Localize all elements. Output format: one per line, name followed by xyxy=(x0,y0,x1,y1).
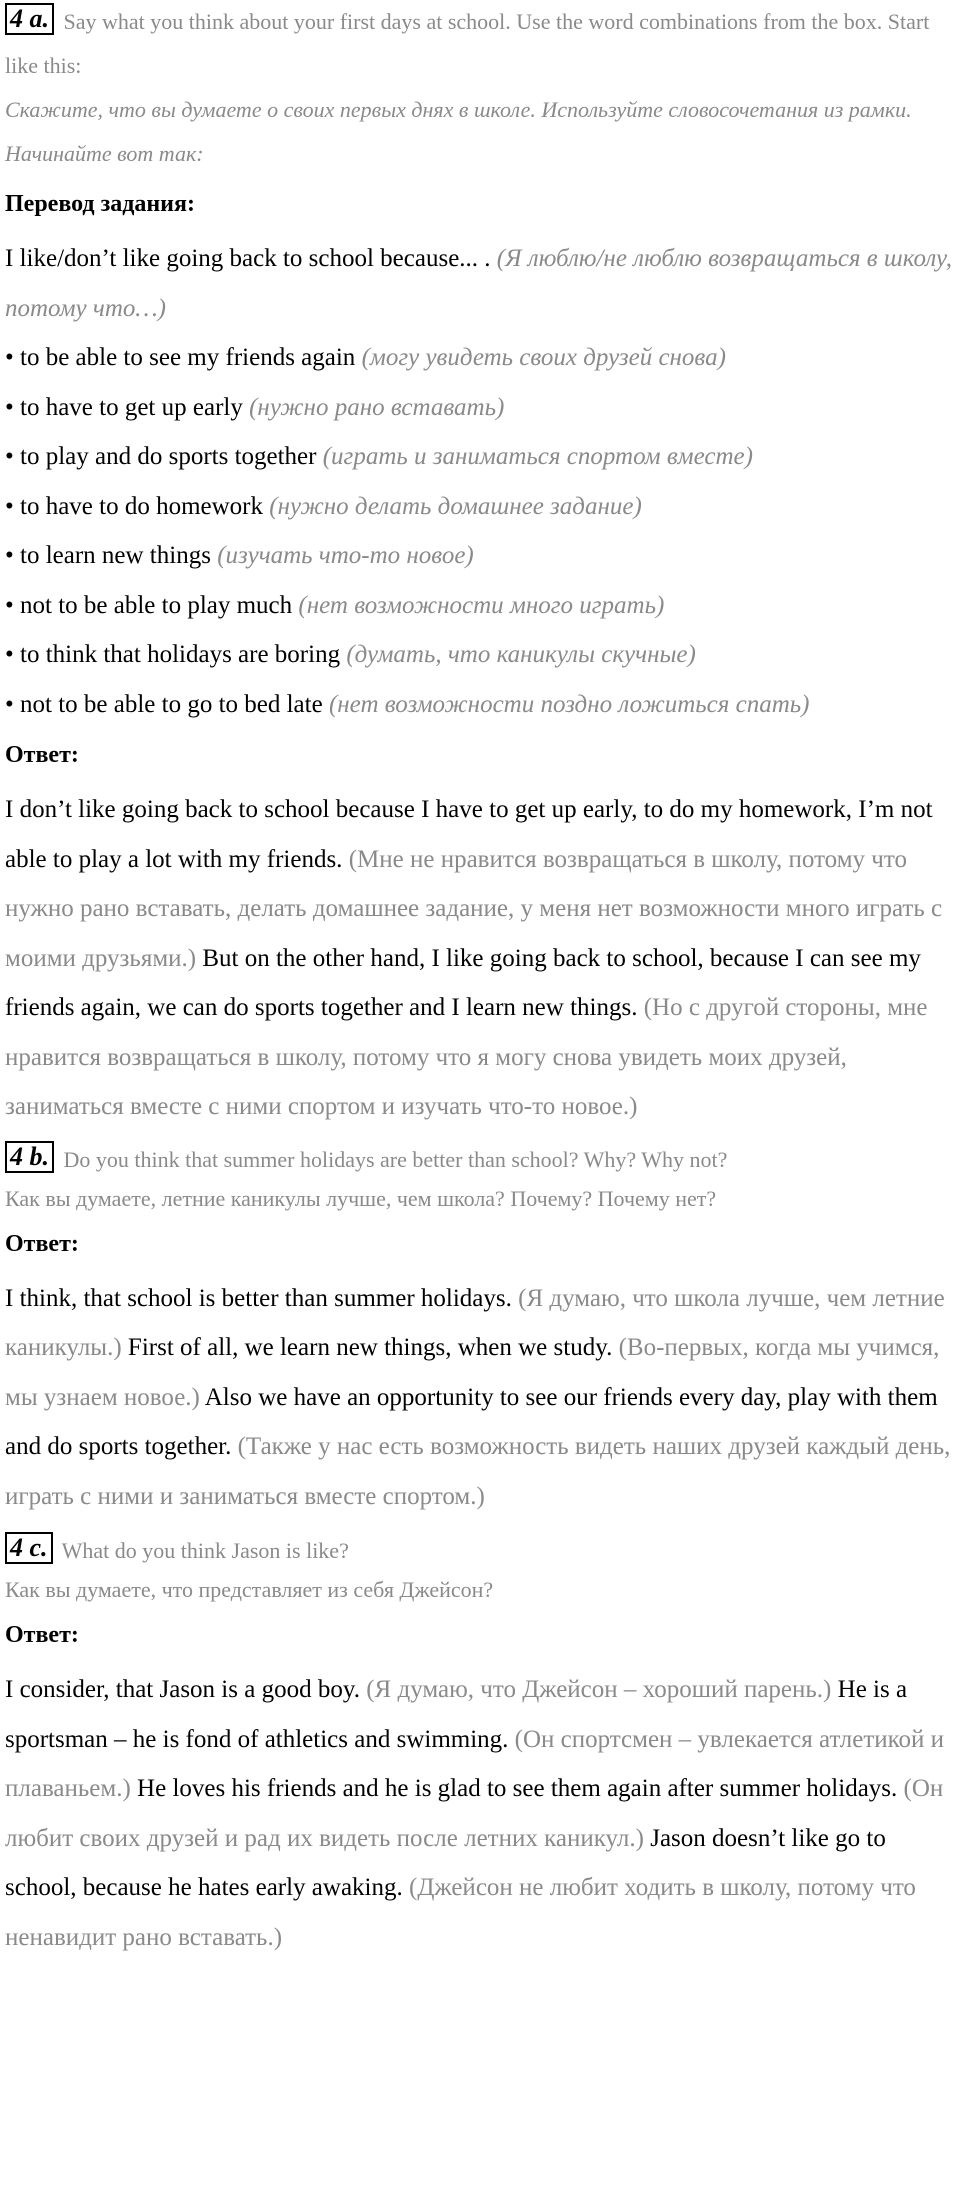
task-4a-answer xyxy=(5,785,955,1132)
task-4b-badge: 4 b. xyxy=(5,1141,54,1173)
list-item xyxy=(5,630,955,680)
answer-ru: (Но с другой стороны, мне нравится возвращаться в школу, потому что я могу снова увидеть моих друзей, заниматься вместе с ними спортом и изучать что-то новое.) xyxy=(5,994,928,1120)
task-4b-instruction-en: Do you think that summer holidays are better than school? Why? Why not? xyxy=(63,1146,728,1172)
answer-en: I think, that school is better than summer holidays. xyxy=(5,1284,512,1312)
task-4c-badge: 4 c. xyxy=(5,1532,53,1564)
answer-en: I don’t like going back to school because I have to get up early, to do my homework, I’m not able to play a lot with my friends. xyxy=(5,796,933,873)
task-4a-instruction-en: Say what you think about your first days at school. Use the word combinations from the box. Start like this: xyxy=(5,9,930,78)
answer-en: He is a sportsman – he is fond of athletics and swimming. xyxy=(5,1676,908,1753)
task-4a-start-phrase xyxy=(5,234,955,333)
task-4b xyxy=(5,1136,955,1522)
task-4a-badge: 4 a. xyxy=(5,3,54,35)
task-4c xyxy=(5,1527,955,1962)
answer-ru: (Во-первых, когда мы учимся, мы узнаем новое.) xyxy=(5,1334,940,1411)
task-4c-instruction-ru: Как вы думаете, что представляет из себя Джейсон? xyxy=(5,1577,494,1602)
bullet-en: • to play and do sports together xyxy=(5,443,317,470)
answer-ru: (Он любит своих друзей и рад их видеть после летних каникул.) xyxy=(5,1775,944,1852)
bullet-ru: (нет возможности поздно ложиться спать) xyxy=(328,690,810,718)
answer-ru: (Я думаю, что Джейсон – хороший парень.) xyxy=(366,1676,832,1703)
answer-ru: (Я думаю, что школа лучше, чем летние каникулы.) xyxy=(5,1284,945,1361)
bullet-ru: (могу увидеть своих друзей снова) xyxy=(361,344,726,371)
answer-ru: (Джейсон не любит ходить в школу, потому что ненавидит рано вставать.) xyxy=(5,1874,916,1951)
answer-ru: (Также у нас есть возможность видеть наших друзей каждый день, играть с ними и заниматься вместе спортом.) xyxy=(5,1433,951,1510)
task-4b-instruction xyxy=(5,1136,955,1184)
bullet-ru: (играть и заниматься спортом вместе) xyxy=(322,443,753,470)
task-4a-start-en: I like/don’t like going back to school because... . xyxy=(5,245,491,272)
bullet-ru: (изучать что-то новое) xyxy=(217,542,474,569)
bullet-en: • to think that holidays are boring xyxy=(5,641,341,668)
bullet-en: • not to be able to go to bed late xyxy=(5,690,323,718)
task-4a-instruction-ru: Скажите, что вы думаете о своих первых днях в школе. Используйте словосочетания из рамки. Начинайте вот так: xyxy=(5,97,912,166)
bullet-en: • to have to get up early xyxy=(5,393,243,421)
task-4a xyxy=(5,0,955,1132)
task-4c-answer-label: Ответ: xyxy=(5,1622,79,1648)
task-4a-bullet-list xyxy=(5,333,955,729)
task-4c-instruction-en: What do you think Jason is like? xyxy=(61,1538,349,1563)
bullet-ru: (нет возможности много играть) xyxy=(298,591,665,619)
homework-page xyxy=(5,0,955,1962)
bullet-ru: (нужно делать домашнее задание) xyxy=(269,492,642,520)
answer-en: Also we have an opportunity to see our friends every day, play with them and do sports together. xyxy=(5,1383,938,1460)
list-item xyxy=(5,383,955,433)
answer-en: He loves his friends and he is glad to see them again after summer holidays. xyxy=(137,1775,898,1802)
bullet-en: • not to be able to play much xyxy=(5,591,293,619)
task-4a-translation-label: Перевод задания: xyxy=(5,191,195,217)
list-item xyxy=(5,482,955,532)
answer-en: But on the other hand, I like going back to school, because I can see my friends again, we can do sports together and I learn new things. xyxy=(5,944,921,1021)
bullet-ru: (думать, что каникулы скучные) xyxy=(346,641,696,668)
bullet-en: • to learn new things xyxy=(5,542,211,569)
task-4b-answer xyxy=(5,1274,955,1522)
bullet-ru: (нужно рано вставать) xyxy=(249,393,505,421)
task-4c-answer xyxy=(5,1665,955,1962)
task-4b-instruction-ru: Как вы думаете, летние каникулы лучше, чем школа? Почему? Почему нет? xyxy=(5,1185,717,1211)
answer-en: Jason doesn’t like go to school, because he hates early awaking. xyxy=(5,1824,886,1901)
answer-en: First of all, we learn new things, when we study. xyxy=(127,1334,613,1361)
bullet-en: • to have to do homework xyxy=(5,492,264,520)
list-item xyxy=(5,333,955,383)
bullet-en: • to be able to see my friends again xyxy=(5,344,356,371)
task-4c-instruction xyxy=(5,1527,955,1575)
answer-ru: (Мне не нравится возвращаться в школу, потому что нужно рано вставать, делать домашнее задание, у меня нет возможности много играть с моими друзьями.) xyxy=(5,845,943,972)
task-4b-answer-label: Ответ: xyxy=(5,1230,79,1257)
list-item xyxy=(5,581,955,631)
task-4a-start-ru: (Я люблю/не люблю возвращаться в школу, потому что…) xyxy=(5,245,953,322)
task-4a-answer-label: Ответ: xyxy=(5,742,79,768)
answer-en: I consider, that Jason is a good boy. xyxy=(5,1676,360,1703)
list-item xyxy=(5,432,955,482)
answer-ru: (Он спортсмен – увлекается атлетикой и плаваньем.) xyxy=(5,1725,945,1802)
task-4a-instruction xyxy=(5,0,955,88)
list-item xyxy=(5,680,955,730)
list-item xyxy=(5,531,955,581)
